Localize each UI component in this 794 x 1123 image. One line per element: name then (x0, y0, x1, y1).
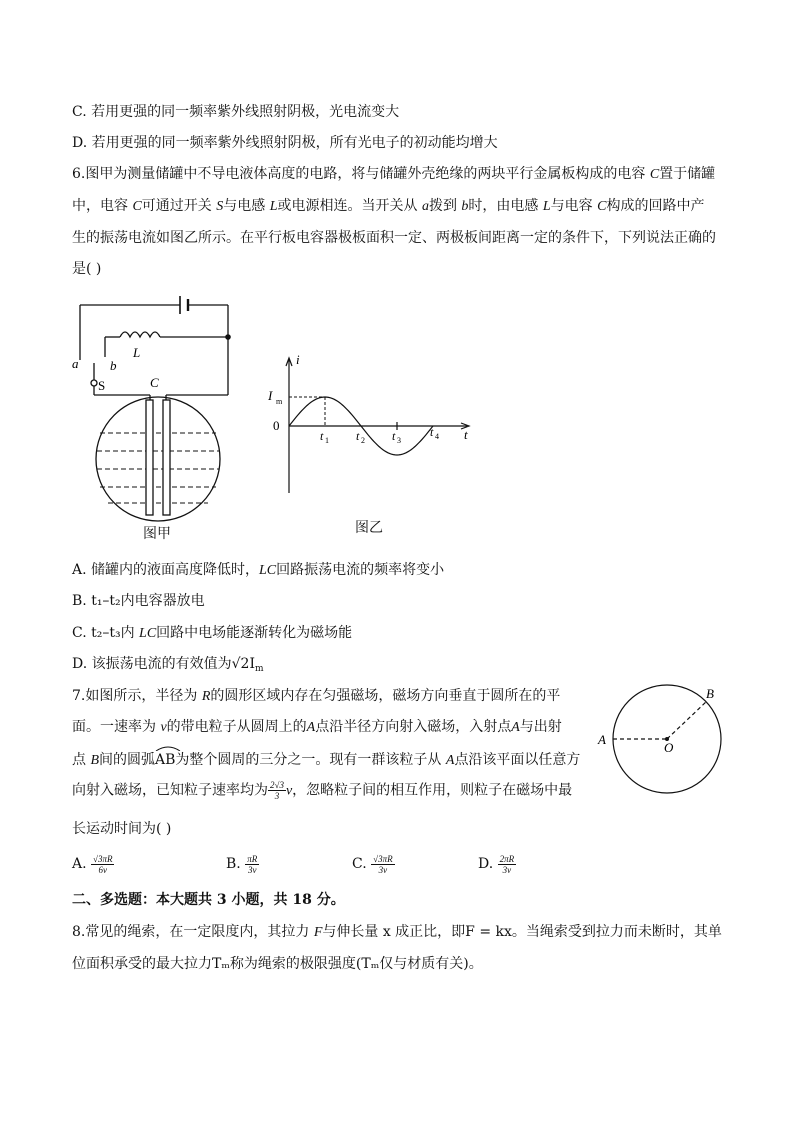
q7-option-c: C. $\frac{√3\pi R}{3v}$ (352, 853, 393, 875)
q7-stem-line1: 7.如图所示，半径为 R的圆形区域内存在匀强磁场，磁场方向垂直于圆所在的平 (72, 688, 561, 704)
q7-option-b: B. $\frac{\pi R}{3v}$ (226, 853, 258, 875)
q7-option-a: A. $\frac{√3\pi R}{6v}$ (72, 853, 113, 875)
q7-stem-line4: 向射入磁场，已知粒子速率均为 $\frac{2√3}{3}$ v，忽略粒子间的相互作用，则粒子在磁场中最 (72, 780, 573, 801)
q6-stem-line2: 中，电容 C可通过开关 S与电感 L或电源相连。当开关从 a拨到 b时，由电感 L与电容 C构成的回路中产 (72, 198, 705, 214)
q8-stem-line2: 位面积承受的最大拉力Tₘ称为绳索的极限强度(Tₘ仅与材质有关)。 (72, 956, 483, 972)
figure-2-caption: 图乙 (355, 520, 383, 536)
q6-option-d: D. 该振荡电流的有效值为$√2I_m$ (72, 656, 264, 674)
figure-magnetic-circle (592, 680, 732, 795)
axis-t-label: t (464, 427, 468, 442)
q7-option-d: D. $\frac{2\pi R}{3v}$ (478, 853, 515, 875)
section-2-heading: 二、多选题：本大题共 3 小题，共 18 分。 (72, 892, 345, 908)
label-a: a (72, 356, 79, 371)
origin-label: 0 (273, 418, 280, 433)
t1-sub: 1 (325, 436, 329, 445)
point-B-label: B (706, 686, 714, 701)
q6-stem-line3: 生的振荡电流如图乙所示。在平行板电容器极板面积一定、两极板间距离一定的条件下，下列说法正确的 (72, 230, 716, 246)
figure-circuit-tank (60, 285, 250, 535)
t1-label: t (320, 429, 324, 443)
q6-option-c: C. t₂–t₃内 LC回路中电场能逐渐转化为磁场能 (72, 625, 353, 641)
q7-stem-line2: 面。一速率为 v的带电粒子从圆周上的A点沿半径方向射入磁场，入射点A与出射 (72, 719, 562, 735)
q6-stem-line4: 是( ) (72, 261, 102, 277)
q7-stem-line3: 点 B间的圆弧 AB为整个圆周的三分之一。现有一群该粒子从 A点沿该平面以任意方 (72, 748, 580, 771)
figure-current-graph (262, 348, 482, 498)
q6-option-a: A. 储罐内的液面高度降低时，LC回路振荡电流的频率将变小 (72, 562, 445, 578)
q5-option-d: D. 若用更强的同一频率紫外线照射阴极，所有光电子的初动能均增大 (72, 135, 498, 151)
q5-option-c: C. 若用更强的同一频率紫外线照射阴极，光电流变大 (72, 104, 400, 120)
label-S: S (98, 378, 106, 393)
axis-i-label: i (296, 352, 300, 367)
figure-1-caption: 图甲 (143, 526, 171, 542)
Im-label: I (268, 388, 273, 403)
t4-sub: 4 (435, 432, 439, 441)
label-L: L (133, 345, 141, 360)
q7-stem-line5: 长运动时间为( ) (72, 821, 172, 837)
q6-option-b: B. t₁–t₂内电容器放电 (72, 593, 205, 609)
q8-stem-line1: 8.常见的绳索，在一定限度内，其拉力 F与伸长量 x 成正比，即F = kx。当绳索受到拉力而未断时，其单 (72, 924, 722, 940)
q6-stem-line1: 6.图甲为测量储罐中不导电液体高度的电路，将与储罐外壳绝缘的两块平行金属板构成的电容 C置于储罐 (72, 166, 716, 182)
t3-label: t (392, 429, 396, 443)
t2-sub: 2 (361, 436, 365, 445)
Im-sub: m (276, 397, 283, 406)
t4-label: t (430, 425, 434, 439)
t2-label: t (356, 429, 360, 443)
label-C: C (150, 375, 159, 390)
point-O-label: O (664, 740, 674, 755)
label-b: b (110, 358, 117, 373)
t3-sub: 3 (397, 436, 401, 445)
point-A-label: A (598, 732, 606, 747)
